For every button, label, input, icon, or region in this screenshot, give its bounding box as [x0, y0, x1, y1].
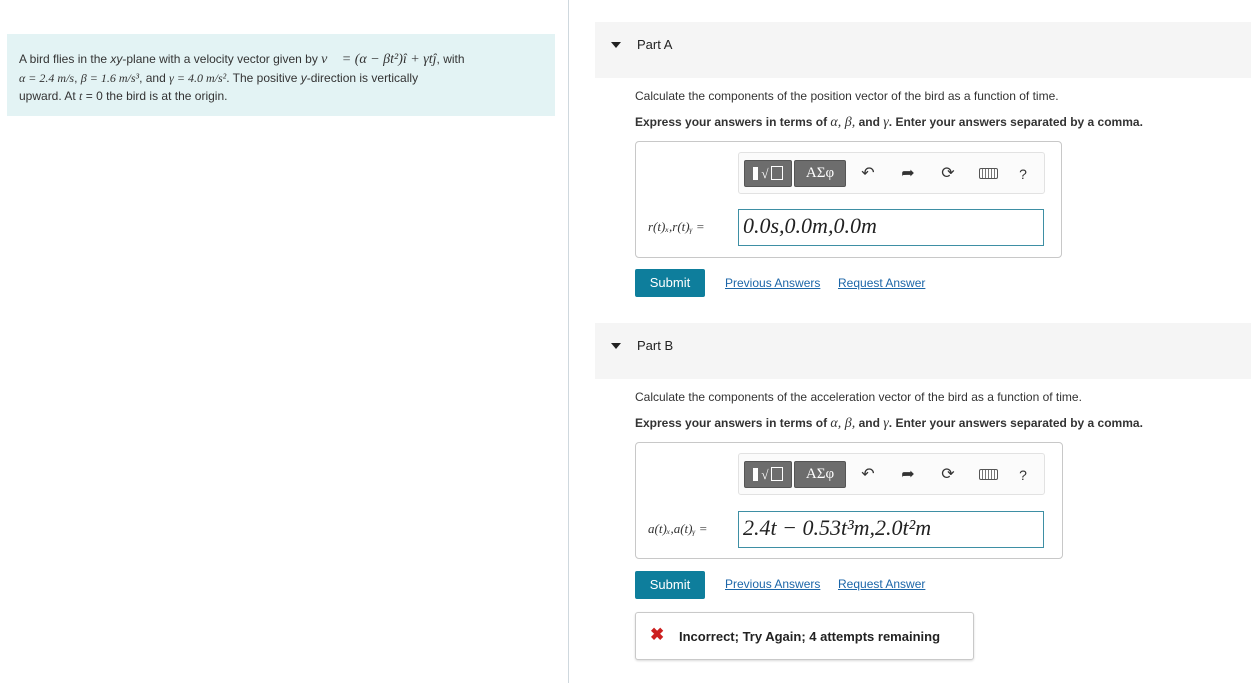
express-text: . Enter your answers separated by a comma. [888, 416, 1143, 430]
express-vars: α, β, [830, 416, 856, 431]
part-a-answer-label [648, 219, 705, 235]
express-text: Express your answers in terms of [635, 115, 831, 129]
keyboard-icon[interactable] [977, 163, 999, 185]
problem-text: upward. At [19, 89, 80, 103]
part-a-request-answer-link[interactable]: Request Answer [838, 276, 926, 290]
problem-text: xy [110, 52, 123, 66]
undo-icon[interactable]: ↶ [861, 466, 875, 483]
sqrt-template-icon: √ [761, 166, 769, 181]
keyboard-icon[interactable] [977, 464, 999, 486]
undo-icon[interactable]: ↶ [861, 165, 875, 182]
incorrect-x-icon: ✖ [650, 625, 665, 644]
reset-icon[interactable]: ⟳ [941, 165, 955, 182]
express-text: and [855, 416, 884, 430]
part-b-answer-label [648, 521, 708, 537]
help-button[interactable]: ? [1019, 166, 1027, 182]
part-a-express [635, 115, 1143, 131]
problem-text: = 0 the bird is at the origin. [82, 89, 228, 103]
greek-symbols-button[interactable]: ΑΣφ [794, 461, 846, 488]
part-a-header[interactable] [595, 22, 1251, 78]
beta-value: β = 1.6 m/s³ [80, 71, 140, 85]
problem-statement [7, 34, 555, 116]
alpha-value: α = 2.4 m/s [19, 71, 75, 85]
collapse-caret-icon[interactable] [611, 343, 621, 349]
problem-line-2 [19, 69, 545, 87]
templates-button[interactable] [744, 160, 792, 187]
problem-text: y [300, 71, 307, 85]
express-vars: α, β, [830, 115, 856, 130]
problem-line-3 [19, 87, 545, 105]
gamma-value: γ = 4.0 m/s² [169, 71, 227, 85]
express-vars: γ [883, 416, 889, 431]
express-text: . Enter your answers separated by a comma. [888, 115, 1143, 129]
part-a-answer-box [635, 141, 1062, 258]
express-vars: γ [883, 115, 889, 130]
sqrt-template-icon: √ [761, 467, 769, 482]
part-a-answer-input[interactable] [738, 209, 1044, 246]
incorrect-feedback [635, 612, 974, 660]
part-b-answer-input[interactable] [738, 511, 1044, 548]
answer-value: 2.4t − 0.53t³m,2.0t²m [743, 515, 932, 540]
column-divider [568, 0, 569, 683]
express-text: and [855, 115, 884, 129]
part-b-answer-box [635, 442, 1063, 559]
answer-label-text: a(t)ₓ,a(t)ᵧ = [648, 521, 708, 536]
separator: , [74, 71, 81, 85]
answer-label-text: r(t)ₓ,r(t)ᵧ = [648, 219, 705, 234]
problem-text: -plane with a velocity vector given by [122, 52, 322, 66]
problem-text: t [79, 89, 83, 103]
templates-button[interactable] [744, 461, 792, 488]
greek-symbols-button[interactable]: ΑΣφ [794, 160, 846, 187]
collapse-caret-icon[interactable] [611, 42, 621, 48]
problem-text: , with [436, 52, 465, 66]
problem-text: A bird flies in the [19, 52, 111, 66]
answer-value: 0.0s,0.0m,0.0m [743, 213, 877, 238]
feedback-text: Incorrect; Try Again; 4 attempts remaining [679, 629, 941, 644]
redo-icon[interactable]: ➦ [901, 165, 915, 182]
part-a-instruction: Calculate the components of the position vector of the bird as a function of time. [635, 89, 1059, 103]
math-toolbar [738, 152, 1045, 194]
part-a-label: Part A [637, 37, 673, 52]
problem-line-1 [19, 50, 545, 69]
part-b-label: Part B [637, 338, 674, 353]
math-toolbar [738, 453, 1045, 495]
redo-icon[interactable]: ➦ [901, 466, 915, 483]
problem-text: . The positive [226, 71, 301, 85]
part-b-submit-button[interactable]: Submit [635, 571, 705, 599]
velocity-expression: v⃗ = (α − βt²)î + γtĵ [321, 52, 437, 67]
part-b-express [635, 416, 1143, 432]
separator: , and [139, 71, 170, 85]
help-button[interactable]: ? [1019, 467, 1027, 483]
part-b-request-answer-link[interactable]: Request Answer [838, 577, 926, 591]
reset-icon[interactable]: ⟳ [941, 466, 955, 483]
part-b-instruction: Calculate the components of the acceleration vector of the bird as a function of time. [635, 390, 1082, 404]
part-b-previous-answers-link[interactable]: Previous Answers [725, 577, 821, 591]
express-text: Express your answers in terms of [635, 416, 831, 430]
problem-text: -direction is vertically [306, 71, 419, 85]
part-a-submit-button[interactable]: Submit [635, 269, 705, 297]
part-a-previous-answers-link[interactable]: Previous Answers [725, 276, 821, 290]
part-b-header[interactable] [595, 323, 1251, 379]
